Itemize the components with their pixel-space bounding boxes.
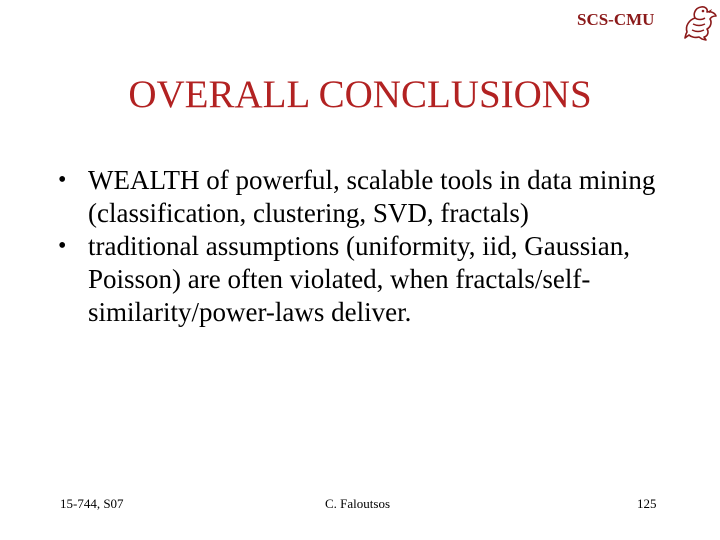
- griffin-logo-icon: [681, 2, 719, 42]
- bullet-text: traditional assumptions (uniformity, iid, Gaussian, Poisson) are often violated, when fractals/self-similarity/power-laws deliver.: [88, 231, 630, 327]
- bullet-point-icon: •: [58, 233, 67, 259]
- footer-course: 15-744, S07: [60, 496, 124, 511]
- footer-page-number: 125: [637, 496, 657, 511]
- bullet-item: [58, 164, 698, 230]
- bullet-text: WEALTH of powerful, scalable tools in data mining (classification, clustering, SVD, fractals): [88, 165, 656, 228]
- slide-title: OVERALL CONCLUSIONS: [128, 73, 592, 116]
- footer-author: C. Faloutsos: [325, 496, 391, 511]
- bullet-item: [58, 230, 698, 329]
- bullet-point-icon: •: [58, 167, 67, 193]
- bullet-list: [58, 164, 698, 329]
- org-label: SCS-CMU: [577, 10, 655, 29]
